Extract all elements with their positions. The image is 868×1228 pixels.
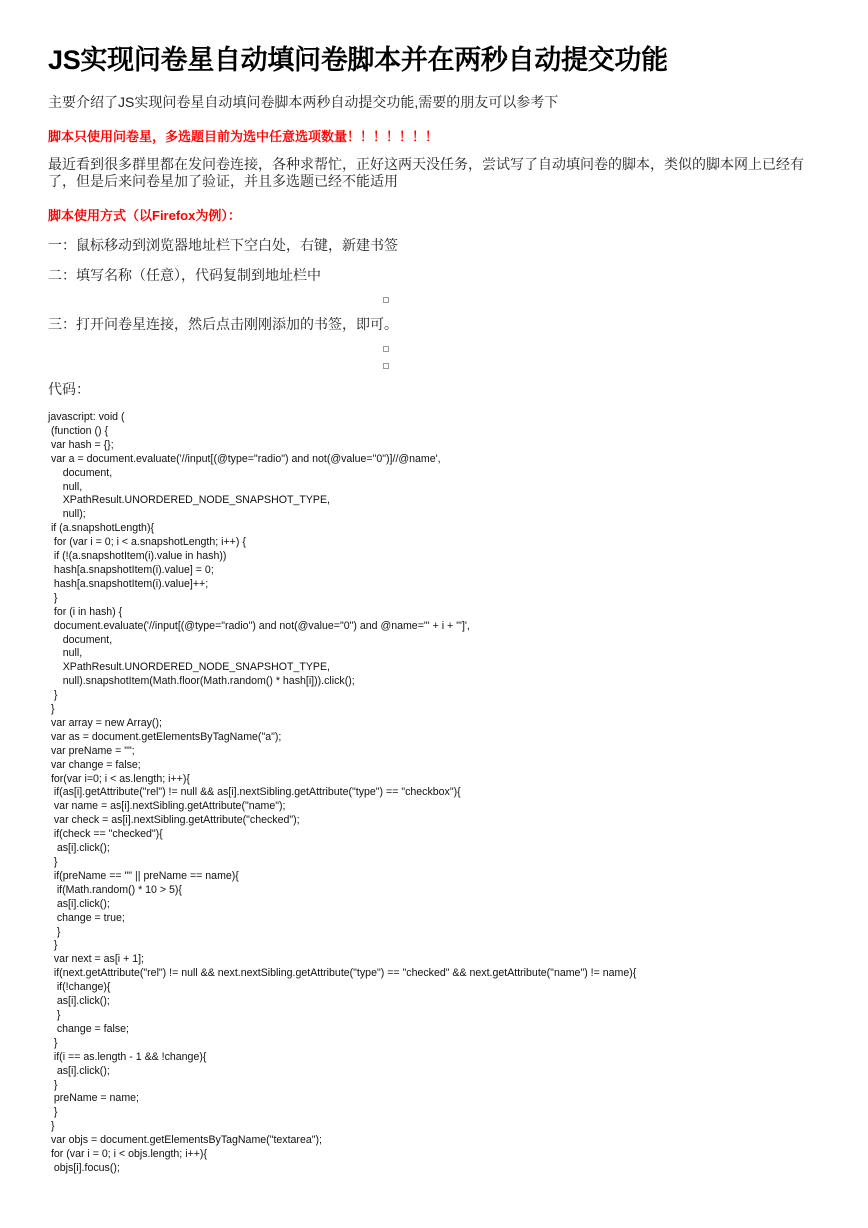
code-label: 代码： — [48, 381, 90, 397]
broken-image-icon — [383, 346, 389, 352]
warning-note: 脚本只使用问卷星，多选题目前为选中任意选项数量！！！！！！！ — [48, 129, 439, 144]
article-intro: 主要介绍了JS实现问卷星自动填问卷脚本两秒自动提交功能,需要的朋友可以参考下 — [48, 94, 559, 110]
usage-heading: 脚本使用方式（以Firefox为例）： — [48, 208, 241, 223]
page-title: JS实现问卷星自动填问卷脚本并在两秒自动提交功能 — [48, 45, 668, 75]
step-2: 二：填写名称（任意），代码复制到地址栏中 — [48, 267, 321, 283]
step-1: 一：鼠标移动到浏览器地址栏下空白处，右键，新建书签 — [48, 237, 398, 253]
step-3: 三：打开问卷星连接，然后点击刚刚添加的书签，即可。 — [48, 316, 398, 332]
article-paragraph: 最近看到很多群里都在发问卷连接，各种求帮忙，正好这两天没任务，尝试写了自动填问卷的脚本，类似的脚本网上已经有了，但是后来问卷星加了验证，并且多选题已经不能适用 — [48, 156, 804, 189]
broken-image-icon — [383, 363, 389, 369]
code-block: javascript: void ( (function () { var hash = {}; var a = document.evaluate('//input[(@type="radio") and not(@value="0")]//@name', document, null, XPathResult.UNORDERED_NODE_SNAPSHOT_TYPE, null); if (a.snapshotLength){ for (var i = 0; i < a.snapshotLength; i++) { if (!(a.snapshotItem(i).value in hash)) hash[a.snapshotItem(i).value] = 0; hash[a.snapshotItem(i).value]++; } for (i in hash) { document.evaluate('//input[(@type="radio") and not(@value="0") and @name="' + i + '"]', document, null, XPathResult.UNORDERED_NODE_SNAPSHOT_TYPE, null).snapshotItem(Math.floor(Math.random() * hash[i])).click(); } } var array = new Array(); var as = document.getElementsByTagName("a"); var preName = ""; var change = false; for(var i=0; i < as.length; i++){ if(as[i].getAttribute("rel") != null && as[i].nextSibling.getAttribute("type") == "checkbox"){ var name = as[i].nextSibling.getAttribute("name"); var check = as[i].nextSibling.getAttribute("checked"); if(check == "checked"){ as[i].click(); } if(preName == "" || preName == name){ if(Math.random() * 10 > 5){ as[i].click(); change = true; } } var next = as[i + 1]; if(next.getAttribute("rel") != null && next.nextSibling.getAttribute("type") == "checked" && next.getAttribute("name") != name){ if(!change){ as[i].click(); } change = false; } if(i == as.length - 1 && !change){ as[i].click(); } preName = name; } } var objs = document.getElementsByTagName("textarea"); for (var i = 0; i < objs.length; i++){ objs[i].focus(); — [48, 411, 637, 1174]
broken-image-icon — [383, 297, 389, 303]
